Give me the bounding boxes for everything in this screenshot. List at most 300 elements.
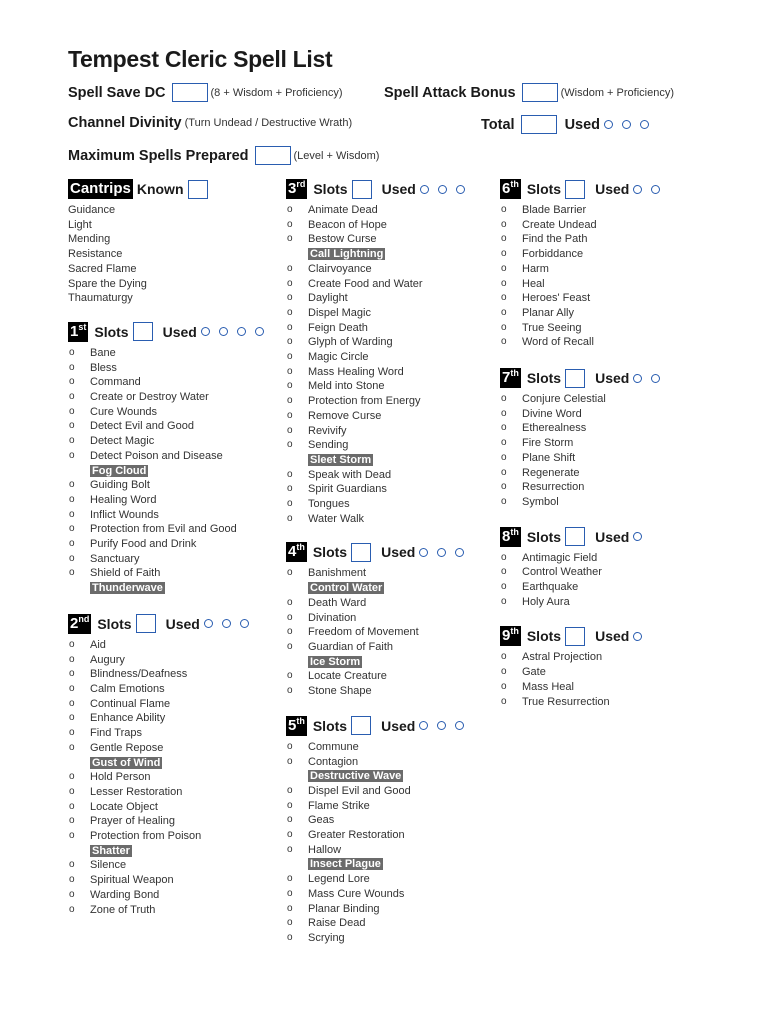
- used-checkbox[interactable]: [437, 548, 446, 557]
- level-ordinal: st: [78, 321, 87, 332]
- spell-item: [286, 931, 496, 946]
- spell-item: [500, 565, 710, 580]
- bullet: o: [501, 422, 507, 434]
- spell-name: Blindness/Deafness: [90, 668, 188, 681]
- bullet: o: [287, 917, 293, 929]
- spell-name: Banishment: [308, 567, 367, 580]
- spell-item: [68, 888, 278, 903]
- slots-label: Slots: [526, 628, 562, 645]
- cantrip-list: [68, 203, 278, 306]
- spell-item: [286, 872, 496, 887]
- spell-item: [68, 873, 278, 888]
- bullet: o: [69, 391, 75, 403]
- level-number: 4: [288, 543, 297, 561]
- used-checkbox[interactable]: [651, 374, 660, 383]
- used-checkbox[interactable]: [438, 185, 447, 194]
- spell-name: Detect Evil and Good: [90, 420, 194, 433]
- used-checkbox[interactable]: [651, 185, 660, 194]
- used-checkbox[interactable]: [204, 619, 213, 628]
- used-checkbox[interactable]: [419, 548, 428, 557]
- spell-name: Holy Aura: [522, 595, 570, 608]
- spell-attack-row: [384, 83, 674, 102]
- spell-attack-label: Spell Attack Bonus: [384, 84, 516, 101]
- used-checkbox[interactable]: [419, 721, 428, 730]
- spell-item: [286, 321, 496, 336]
- domain-spell-item: [286, 453, 496, 468]
- column-3: [500, 178, 710, 709]
- bullet: o: [501, 277, 507, 289]
- spell-item: [68, 419, 278, 434]
- used-checkbox[interactable]: [237, 327, 246, 336]
- spell-name: Clairvoyance: [308, 262, 372, 275]
- spell-name: Feign Death: [308, 321, 368, 334]
- spell-name: Find Traps: [90, 727, 142, 740]
- spell-name: Find the Path: [522, 233, 588, 246]
- spell-name: Raise Dead: [308, 917, 366, 930]
- bullet: o: [287, 626, 293, 638]
- bullet: o: [69, 567, 75, 579]
- used-checkbox[interactable]: [222, 619, 231, 628]
- level-badge: [68, 614, 91, 634]
- spell-name: Sacred Flame: [68, 262, 137, 275]
- bullet: o: [287, 468, 293, 480]
- bullet: o: [69, 771, 75, 783]
- spell-name: Remove Curse: [308, 409, 382, 422]
- spell-item: [68, 741, 278, 756]
- spell-name: Protection from Energy: [308, 395, 421, 408]
- bullet: o: [287, 685, 293, 697]
- spell-name: Call Lightning: [310, 248, 384, 261]
- slots-input[interactable]: [133, 322, 153, 341]
- spell-attack-note: (Wisdom + Proficiency): [560, 86, 674, 99]
- level-ordinal: nd: [78, 613, 90, 624]
- spell-item: [68, 552, 278, 567]
- spell-name: Augury: [90, 653, 125, 666]
- level-2-section: [68, 613, 278, 917]
- spell-name: True Seeing: [522, 321, 582, 334]
- cantrips-badge: Cantrips: [70, 180, 131, 197]
- bullet: o: [501, 292, 507, 304]
- channel-total-row: [481, 115, 649, 134]
- spell-name: Conjure Celestial: [522, 393, 606, 406]
- spell-save-dc-input[interactable]: [172, 83, 208, 102]
- slots-input[interactable]: [351, 543, 371, 562]
- spell-name: Mending: [68, 233, 111, 246]
- column-2: [286, 178, 496, 946]
- slots-input[interactable]: [565, 527, 585, 546]
- spell-name: Sleet Storm: [310, 453, 372, 466]
- bullet: o: [69, 523, 75, 535]
- domain-spell-item: [68, 844, 278, 859]
- used-checkbox[interactable]: [633, 374, 642, 383]
- bullet: o: [69, 682, 75, 694]
- spell-item: [500, 695, 710, 710]
- spell-name: Create Food and Water: [308, 277, 423, 290]
- spell-name: Locate Creature: [308, 670, 387, 683]
- bullet: o: [287, 351, 293, 363]
- spell-name: Create or Destroy Water: [90, 391, 209, 404]
- spell-name: Mass Healing Word: [308, 365, 404, 378]
- spell-name: Daylight: [308, 292, 348, 305]
- spell-name: Divination: [308, 611, 357, 624]
- bullet: o: [287, 498, 293, 510]
- spell-name: Earthquake: [522, 581, 579, 594]
- bullet: o: [287, 829, 293, 841]
- bullet: o: [69, 697, 75, 709]
- spell-item: [286, 365, 496, 380]
- bullet: o: [501, 407, 507, 419]
- bullet: o: [501, 233, 507, 245]
- spell-item: [500, 306, 710, 321]
- spell-item: [68, 434, 278, 449]
- spell-name: Animate Dead: [308, 204, 378, 216]
- used-checkbox[interactable]: [240, 619, 249, 628]
- spell-item: [68, 449, 278, 464]
- bullet: o: [287, 321, 293, 333]
- bullet: o: [287, 292, 293, 304]
- level-8-header: [500, 526, 710, 548]
- slots-label: Slots: [313, 181, 348, 197]
- spell-name: Continual Flame: [90, 697, 171, 710]
- used-checkbox[interactable]: [622, 120, 631, 129]
- spell-name: Flame Strike: [308, 799, 370, 812]
- column-1: [68, 178, 278, 917]
- bullet: o: [69, 800, 75, 812]
- spell-item: [500, 495, 710, 510]
- bullet: o: [287, 843, 293, 855]
- level-ordinal: th: [510, 526, 519, 537]
- max-spells-input[interactable]: [255, 146, 291, 165]
- spell-item: [286, 755, 496, 770]
- spell-item: [286, 409, 496, 424]
- bullet: o: [69, 727, 75, 739]
- spell-name: Sanctuary: [90, 552, 140, 565]
- bullet: o: [69, 653, 75, 665]
- spell-item: [68, 858, 278, 873]
- used-checkbox[interactable]: [604, 120, 613, 129]
- spell-name: Detect Poison and Disease: [90, 449, 223, 462]
- spell-item: [68, 375, 278, 390]
- spell-name: Water Walk: [308, 512, 365, 525]
- spell-name: Heroes' Feast: [522, 292, 591, 305]
- channel-used-label: Used: [564, 116, 601, 133]
- page-title: Tempest Cleric Spell List: [68, 46, 333, 72]
- spell-save-dc-note: (8 + Wisdom + Proficiency): [210, 86, 343, 99]
- used-checkbox[interactable]: [219, 327, 228, 336]
- cantrips-known-input[interactable]: [188, 180, 208, 199]
- spell-item: [286, 566, 496, 581]
- bullet: o: [501, 481, 507, 493]
- spell-list: [286, 740, 496, 946]
- spell-item: [286, 438, 496, 453]
- spell-name: Speak with Dead: [308, 468, 392, 481]
- spell-name: Guiding Bolt: [90, 479, 150, 492]
- spell-item: [500, 232, 710, 247]
- bullet: o: [287, 814, 293, 826]
- spell-name: Planar Ally: [522, 306, 574, 319]
- bullet: o: [501, 393, 507, 405]
- used-checkbox[interactable]: [633, 532, 642, 541]
- bullet: o: [501, 262, 507, 274]
- spell-item: [286, 512, 496, 527]
- level-4-header: [286, 541, 496, 563]
- bullet: o: [287, 784, 293, 796]
- used-checkbox[interactable]: [633, 185, 642, 194]
- used-checkbox[interactable]: [201, 327, 210, 336]
- spell-item: [286, 596, 496, 611]
- spell-item: [286, 203, 496, 218]
- spell-item: [500, 551, 710, 566]
- spell-item: [68, 800, 278, 815]
- cantrip-item: [68, 291, 278, 306]
- spell-name: Bane: [90, 346, 116, 359]
- level-8-section: [500, 526, 710, 610]
- spell-item: [500, 650, 710, 665]
- spell-item: [68, 653, 278, 668]
- bullet: o: [287, 799, 293, 811]
- spell-name: Calm Emotions: [90, 682, 165, 695]
- used-checkbox[interactable]: [640, 120, 649, 129]
- level-number: 2: [70, 614, 79, 632]
- cantrip-item: [68, 262, 278, 277]
- bullet: o: [501, 451, 507, 463]
- spell-name: Bless: [90, 361, 117, 374]
- spell-item: [68, 522, 278, 537]
- bullet: o: [69, 435, 75, 447]
- bullet: o: [69, 346, 75, 358]
- spell-name: Warding Bond: [90, 888, 160, 901]
- spell-name: Heal: [522, 277, 545, 290]
- spell-name: Antimagic Field: [522, 551, 598, 564]
- slots-input[interactable]: [565, 369, 585, 388]
- total-label: Total: [481, 116, 515, 133]
- spell-name: Locate Object: [90, 800, 158, 813]
- spell-item: [500, 321, 710, 336]
- spell-item: [286, 394, 496, 409]
- bullet: o: [69, 361, 75, 373]
- bullet: o: [69, 668, 75, 680]
- spell-name: Fire Storm: [522, 437, 574, 450]
- spell-item: [286, 350, 496, 365]
- spell-name: Meld into Stone: [308, 380, 385, 393]
- spell-name: Gust of Wind: [92, 756, 161, 769]
- level-number: 5: [288, 716, 297, 734]
- spell-list: [500, 392, 710, 510]
- bullet: o: [69, 493, 75, 505]
- spell-name: True Resurrection: [522, 695, 610, 708]
- used-checkbox[interactable]: [420, 185, 429, 194]
- level-ordinal: rd: [296, 179, 306, 189]
- used-checkbox[interactable]: [633, 632, 642, 641]
- used-checkbox[interactable]: [455, 721, 464, 730]
- spell-item: [286, 669, 496, 684]
- level-3-section: [286, 178, 496, 526]
- level-9-section: [500, 625, 710, 709]
- spell-item: [500, 580, 710, 595]
- slots-input[interactable]: [565, 180, 585, 199]
- spell-list: [286, 203, 496, 526]
- bullet: o: [287, 365, 293, 377]
- cantrip-item: [68, 218, 278, 233]
- spell-name: Etherealness: [522, 422, 587, 435]
- used-label: Used: [162, 323, 197, 340]
- spell-name: Glyph of Warding: [308, 336, 393, 349]
- bullet: o: [287, 902, 293, 914]
- level-5-section: [286, 715, 496, 946]
- spell-name: Mass Cure Wounds: [308, 887, 405, 900]
- used-checkbox[interactable]: [455, 548, 464, 557]
- spell-item: [68, 566, 278, 581]
- spell-name: Geas: [308, 814, 335, 827]
- spell-item: [68, 711, 278, 726]
- spell-item: [286, 799, 496, 814]
- channel-total-input[interactable]: [521, 115, 557, 134]
- bullet: o: [69, 785, 75, 797]
- spell-item: [286, 843, 496, 858]
- slots-label: Slots: [526, 528, 562, 545]
- spell-name: Control Water: [310, 582, 383, 595]
- spell-item: [286, 468, 496, 483]
- spell-name: Insect Plague: [310, 858, 381, 871]
- spell-item: [286, 335, 496, 350]
- slots-label: Slots: [312, 544, 348, 561]
- bullet: o: [501, 248, 507, 260]
- slots-input[interactable]: [565, 627, 585, 646]
- bullet: o: [69, 712, 75, 724]
- bullet: o: [69, 874, 75, 886]
- bullet: o: [287, 336, 293, 348]
- spell-name: Hold Person: [90, 771, 151, 784]
- level-ordinal: th: [510, 626, 519, 637]
- spell-item: [68, 785, 278, 800]
- level-5-header: [286, 715, 496, 737]
- cantrip-item: [68, 277, 278, 292]
- used-checkbox[interactable]: [437, 721, 446, 730]
- cantrips-header: [68, 178, 278, 200]
- spell-name: Protection from Evil and Good: [90, 523, 237, 536]
- bullet: o: [69, 903, 75, 915]
- level-number: 8: [502, 527, 511, 545]
- spell-name: Tongues: [308, 498, 350, 511]
- spell-item: [68, 361, 278, 376]
- domain-spell-item: [68, 464, 278, 479]
- bullet: o: [287, 395, 293, 407]
- domain-spell-item: [286, 247, 496, 262]
- spell-attack-input[interactable]: [522, 83, 558, 102]
- bullet: o: [501, 306, 507, 318]
- level-6-section: [500, 178, 710, 350]
- spell-name: Hallow: [308, 843, 342, 856]
- spell-name: Gate: [522, 666, 546, 679]
- max-spells-row: [68, 146, 379, 165]
- domain-spell-item: [286, 655, 496, 670]
- spell-item: [286, 482, 496, 497]
- used-label: Used: [595, 628, 630, 645]
- spell-name: Prayer of Healing: [90, 815, 175, 828]
- spell-name: Resurrection: [522, 481, 585, 494]
- level-1-section: [68, 321, 278, 596]
- spell-item: [500, 335, 710, 350]
- spell-item: [500, 595, 710, 610]
- spell-name: Astral Projection: [522, 651, 603, 664]
- domain-spell-item: [286, 581, 496, 596]
- spell-item: [286, 887, 496, 902]
- spell-list: [68, 346, 278, 596]
- spell-item: [68, 667, 278, 682]
- spell-name: Shatter: [92, 844, 130, 857]
- level-number: 3: [288, 180, 297, 197]
- spell-name: Silence: [90, 859, 127, 872]
- spell-item: [500, 247, 710, 262]
- spell-name: Create Undead: [522, 218, 597, 231]
- spell-item: [500, 665, 710, 680]
- spell-name: Word of Recall: [522, 336, 594, 349]
- bullet: o: [287, 740, 293, 752]
- slots-input[interactable]: [351, 716, 371, 735]
- spell-list: [500, 551, 710, 610]
- spell-name: Spirit Guardians: [308, 483, 387, 496]
- used-checkbox[interactable]: [255, 327, 264, 336]
- level-badge: [286, 542, 307, 562]
- spell-item: [286, 277, 496, 292]
- bullet: o: [69, 888, 75, 900]
- level-ordinal: th: [510, 179, 519, 189]
- spell-name: Thunderwave: [92, 582, 163, 595]
- spell-item: [286, 813, 496, 828]
- slots-label: Slots: [526, 181, 562, 197]
- used-label: Used: [381, 544, 416, 561]
- spell-item: [286, 424, 496, 439]
- spell-item: [68, 726, 278, 741]
- level-4-section: [286, 541, 496, 698]
- spell-name: Greater Restoration: [308, 829, 405, 842]
- bullet: o: [287, 277, 293, 289]
- spell-name: Destructive Wave: [310, 770, 402, 783]
- slots-label: Slots: [312, 717, 348, 734]
- bullet: o: [69, 479, 75, 491]
- bullet: o: [501, 651, 507, 663]
- slots-label: Slots: [97, 615, 132, 632]
- bullet: o: [501, 321, 507, 333]
- spell-list: [286, 566, 496, 698]
- channel-divinity-row: [68, 115, 352, 131]
- bullet: o: [287, 670, 293, 682]
- domain-spell-item: [286, 857, 496, 872]
- level-9-header: [500, 625, 710, 647]
- bullet: o: [69, 741, 75, 753]
- level-badge: [500, 179, 521, 199]
- slots-input[interactable]: [136, 614, 156, 633]
- bullet: o: [501, 695, 507, 707]
- level-number: 1: [70, 322, 79, 340]
- spell-item: [500, 203, 710, 218]
- bullet: o: [287, 233, 293, 245]
- used-checkbox[interactable]: [456, 185, 465, 194]
- bullet: o: [287, 567, 293, 579]
- bullet: o: [287, 887, 293, 899]
- bullet: o: [287, 262, 293, 274]
- slots-input[interactable]: [352, 180, 372, 199]
- bullet: o: [69, 830, 75, 842]
- level-2-header: [68, 613, 278, 635]
- domain-spell-item: [286, 769, 496, 784]
- spell-name: Symbol: [522, 495, 559, 508]
- level-number: 7: [502, 369, 511, 387]
- spell-item: [68, 346, 278, 361]
- bullet: o: [287, 218, 293, 230]
- spell-name: Resistance: [68, 248, 123, 261]
- spell-item: [286, 916, 496, 931]
